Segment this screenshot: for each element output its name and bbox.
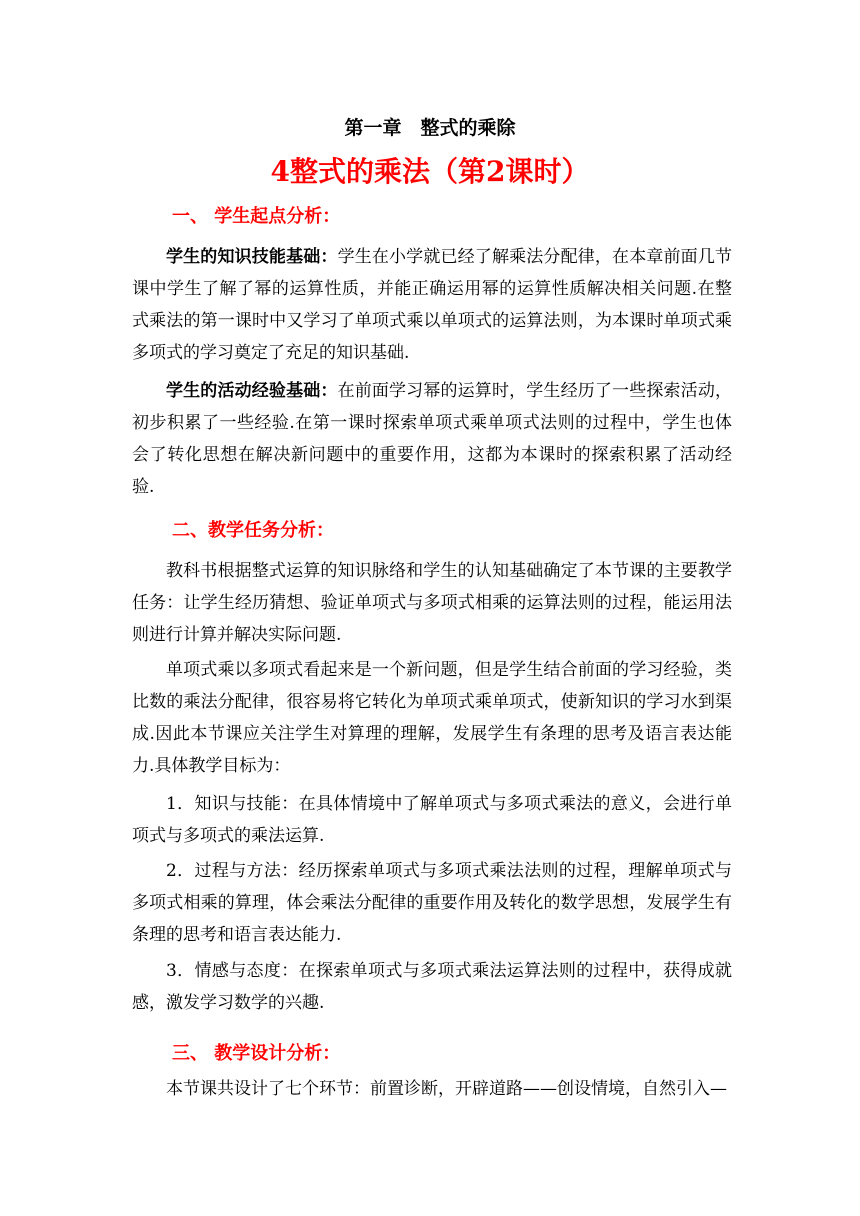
paragraph-goal-1: 1．知识与技能：在具体情境中了解单项式与多项式乘法的意义，会进行单项式与多项式的乘法运算. — [132, 794, 732, 846]
paragraph-text: 学生在小学就已经了解乘法分配律，在本章前面几节课中学生了解了幂的运算性质，并能正确运用幂的运算性质解决相关问题.在整式乘法的第一课时中又学习了单项式乘以单项式的运算法则，为本课时单项式乘多项式的学习奠定了充足的知识基础. — [132, 247, 732, 363]
lesson-title: 4整式的乘法（第2课时） — [270, 155, 590, 188]
paragraph-goal-2: 2．过程与方法：经历探索单项式与多项式乘法法则的过程，理解单项式与多项式相乘的算理，体会乘法分配律的重要作用及转化的数学思想，发展学生有条理的思考和语言表达能力. — [132, 861, 732, 945]
paragraph-task-1: 教科书根据整式运算的知识脉络和学生的认知基础确定了本节课的主要教学任务：让学生经历猜想、验证单项式与多项式相乘的运算法则的过程，能运用法则进行计算并解决实际问题. — [132, 561, 732, 645]
paragraph-knowledge-foundation — [132, 241, 732, 369]
paragraph-text: 在前面学习幂的运算时，学生经历了一些探索活动，初步积累了一些经验.在第一课时探索单项式乘单项式法则的过程中，学生也体会了转化思想在解决新问题中的重要作用，这都为本课时的探索积累了活动经验. — [132, 381, 732, 497]
paragraph-task-2: 单项式乘以多项式看起来是一个新问题，但是学生结合前面的学习经验，类比数的乘法分配律，很容易将它转化为单项式乘单项式，使新知识的学习水到渠成.因此本节课应关注学生对算理的理解，发展学生有条理的思考及语言表达能力.具体教学目标为： — [132, 660, 732, 776]
section-heading-student-analysis: 一、 学生起点分析： — [172, 206, 341, 227]
paragraph-goal-3: 3．情感与态度：在探索单项式与多项式乘法运算法则的过程中，获得成就感，激发学习数学的兴趣. — [132, 961, 732, 1013]
paragraph-label: 学生的知识技能基础： — [166, 247, 338, 267]
paragraph-label: 学生的活动经验基础： — [166, 381, 338, 401]
section-heading-task-analysis: 二、教学任务分析： — [172, 520, 334, 541]
section-heading-design-analysis: 三、 教学设计分析： — [172, 1043, 341, 1064]
chapter-title: 第一章 整式的乘除 — [344, 117, 516, 139]
paragraph-design-1: 本节课共设计了七个环节：前置诊断，开辟道路——创设情境，自然引入— — [166, 1079, 727, 1099]
paragraph-experience-foundation — [132, 375, 732, 503]
